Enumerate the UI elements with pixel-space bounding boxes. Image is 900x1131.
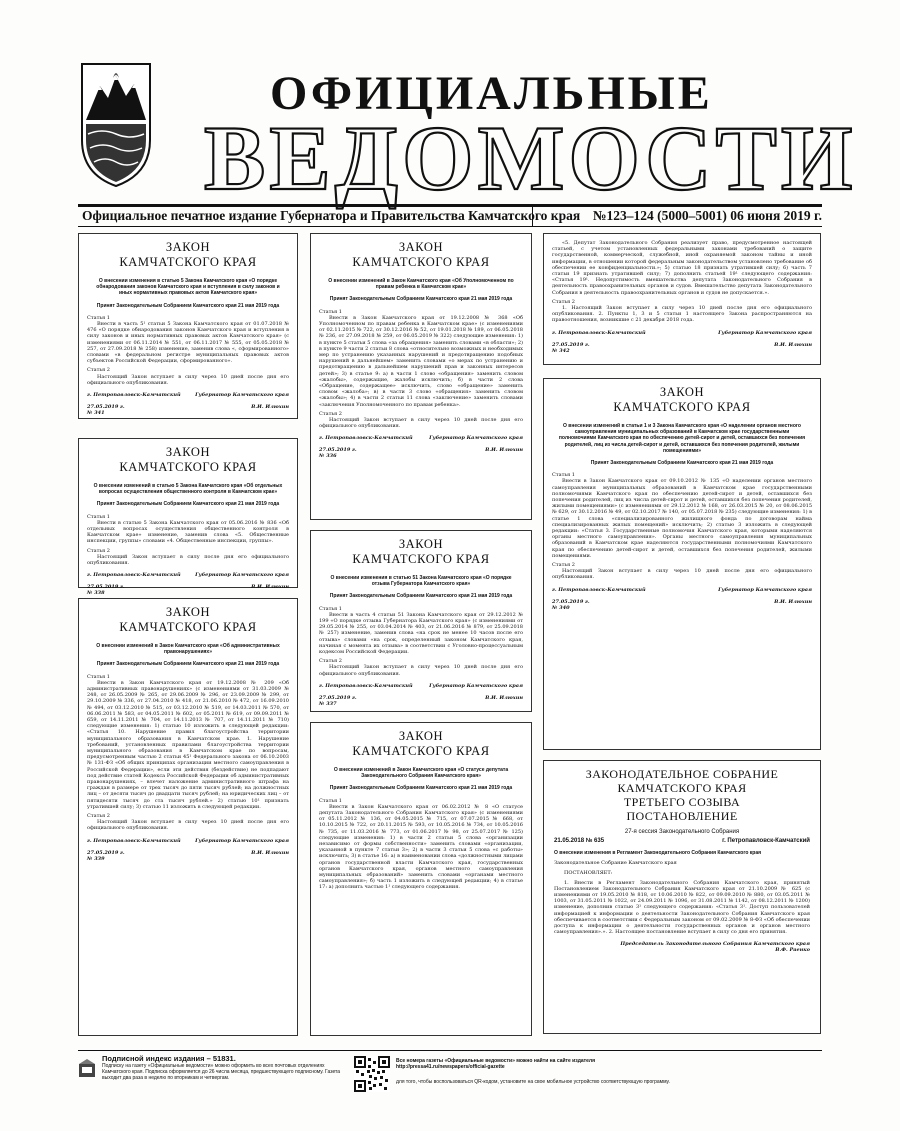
article-signature	[87, 392, 289, 398]
article-subheading: КАМЧАТСКОГО КРАЯ	[613, 400, 751, 414]
subscription-info	[78, 1056, 346, 1102]
article-body: Настоящий Закон вступает в силу через 10 дней после дня его официального опубликования.	[552, 568, 812, 581]
article-description: О внесении изменений в статьи 1 и 3 Закона Камчатского края «О наделении органов местного самоуправления муниципальных образований в Камчатском крае государственными полномочиями Камчатского края по обеспечению детей-сирот и детей, оставшихся без попечения родителей, лиц из числа детей-сирот и детей, оставшихся без попечения родителей, жилыми помещениями»	[558, 423, 806, 454]
article-body: Внести в часть 4 статьи 51 Закона Камчатского края от 29.12.2012 № 199 «О порядке отзыва Губернатора Камчатского края» (с изменениями от 29.05.2014 № 255, от 03.04.2014 № 403, от 21.06.2016 № 879, от 25.09.2018 № 257) изменение, заменив слова «на срок не менее 10 часов после его отзыва» словами «на срок, определенный законом Камчатского края, начиная с момента их отзыва» в соответствии с Уголовно-процессуальным кодексом Российской Федерации.	[319, 611, 523, 656]
article-subheading: КАМЧАТСКОГО КРАЯ	[352, 744, 490, 758]
article-heading: ЗАКОН	[165, 445, 211, 459]
law-number: № 338	[87, 590, 105, 597]
article-subheading: КАМЧАТСКОГО КРАЯ	[352, 552, 490, 566]
signature-date: 27.05.2019 г.	[87, 584, 125, 591]
signer-title: Губернатор Камчатского края	[195, 837, 289, 844]
signature-date: 27.05.2019 г.	[319, 447, 357, 454]
assembly-signer-name: В.Ф. Раенко	[775, 947, 810, 954]
issue-number-date: №123–124 (5000–5001) 06 июня 2019 г.	[592, 208, 822, 223]
article-law-341	[78, 233, 298, 419]
article-section-label: Статья 2	[319, 658, 342, 665]
assembly-meta	[554, 838, 810, 844]
article-heading: ЗАКОН	[659, 385, 705, 399]
assembly-resolves: ПОСТАНОВЛЯЕТ:	[564, 870, 613, 877]
article-section-label: Статья 1	[319, 605, 342, 612]
masthead-title-line2: ВЕДОМОСТИ	[204, 107, 857, 209]
qr-code-hint: для того, чтобы воспользоваться QR-кодом, установите на свое мобильное устройство соответствующую программу.	[396, 1079, 670, 1085]
article-section-label: Статья 2	[87, 367, 110, 374]
signer-title: Губернатор Камчатского края	[718, 329, 812, 336]
article-description: О внесении изменения в статью 51 Закона Камчатского края «О порядке отзыва Губернатора Камчатского края»	[330, 575, 512, 588]
article-section-label: Статья 1	[319, 308, 342, 315]
article-heading: ЗАКОН	[398, 537, 444, 551]
article-body: Настоящий Закон вступает в силу через 10 дней после дня его официального опубликования.	[319, 417, 523, 430]
article-adopted: Принят Законодательным Собранием Камчатского края 21 мая 2019 года	[96, 501, 280, 508]
article-law-339	[78, 598, 298, 1036]
assembly-title: ЗАКОНОДАТЕЛЬНОЕ СОБРАНИЕ	[585, 767, 779, 781]
signature-place: г. Петропавловск-Камчатский	[552, 586, 646, 593]
article-body: Внести в часть 5¹ статьи 5 Закона Камчатского края от 01.07.2018 № 476 «О порядке обнародования законов Камчатского края и вступления в силу законов и иных нормативных правовых актов Камчатского края» (с изменениями от 06.11.2014 № 551, от 06.11.2017 № 555, от 05.05.2018 № 257, от 27.09.2018 № 258) изменение, заменив слова «, сформированного» словами «в федеральном регистре муниципальных правовых актов субъектов Российской Федерации, сформированного».	[87, 321, 289, 365]
subscription-index: Подписной индекс издания – 51831.	[102, 1054, 236, 1063]
signature-place: г. Петропавловск-Камчатский	[319, 435, 413, 442]
continuation-body: 1. Настоящий Закон вступает в силу через 10 дней после дня его официального опубликования. 2. Пункты 1, 3 и 5 статьи 1 настоящего Закона распространяются на правоотношения, возникшие с 21 декабря 2018 года.	[552, 305, 812, 324]
article-description: О внесении изменения в статью 5 Закона Камчатского края «О порядке обнародования законов Камчатского края и вступления в силу законов и иных нормативных правовых актов Камчатского края»	[96, 278, 280, 297]
article-heading: ЗАКОН	[165, 240, 211, 254]
law-number: № 336	[319, 453, 337, 460]
assembly-resolution	[543, 760, 821, 1034]
subscription-icon	[78, 1058, 96, 1078]
signer-name: В.И. Илюхин	[485, 694, 523, 701]
article-description: О внесении изменений в Закон Камчатского края «Об Уполномоченном по правам ребенка в Камчатском крае»	[328, 278, 514, 291]
article-adopted: Принят Законодательным Собранием Камчатского края 21 мая 2019 года	[96, 302, 280, 309]
masthead-title-line1: ОФИЦИАЛЬНЫЕ	[270, 67, 713, 120]
continuation-body: «5. Депутат Законодательного Собрания реализует право, предусмотренное настоящей статьей, с учетом установленных федеральными законами требований о защите государственной, коммерческой, служебной, иной охраняемой законом тайны и иной информации, в отношении которой федеральным законодательством установлено требование об обеспечении ее конфиденциальности.»; 5) статью 18 признать утратившей силу; 6) часть 7 статьи 19 признать утратившей силу; 7) дополнить статьей 19¹ следующего содержания: «Статья 19¹. Недопустимость вмешательства депутата Законодательного Собрания в деятельность правоохранительных органов и судов. Вмешательство депутата Законодательного Собрания в деятельность правоохранительных органов и судов не допускается.».	[552, 240, 812, 296]
article-section-label: Статья 2	[87, 813, 110, 820]
signature-place: г. Петропавловск-Камчатский	[87, 572, 181, 579]
article-adopted: Принят Законодательным Собранием Камчатского края 21 мая 2019 года	[329, 785, 513, 792]
article-adopted: Принят Законодательным Собранием Камчатского края 21 мая 2019 года	[329, 593, 513, 600]
article-body: Настоящий Закон вступает в силу через 10 дней после дня его официального опубликования.	[319, 664, 523, 677]
signer-title: Губернатор Камчатского края	[429, 435, 523, 442]
assembly-body: 1. Внести в Регламент Законодательного Собрания Камчатского края, принятый Постановлением Законодательного Собрания Камчатского края от 21.10.2009 № 625 (с изменениями от 19.05.2010 № 818, от 10.06.2010 № 822, от 09.09.2010 № 880, от 03.05.2011 № 1003, от 31.05.2011 № 1022, от 24.09.2011 № 1096, от 31.08.2011 № 1142, от 08.12.2011 № 1200) изменение, дополнив статью 3¹ следующего содержания: «Статья 3¹. Доступ пользователей информацией к информации о деятельности Законодательного Собрания Камчатского края обеспечивается в соответствии с Федеральным законом от 09.02.2009 № 8-ФЗ «Об обеспечении доступа к информации о деятельности государственных органов и органов местного самоуправления».». 2. Настоящее постановление вступает в силу со дня его принятия.	[554, 879, 810, 936]
assembly-description: О внесении изменения в Регламент Законодательного Собрания Камчатского края	[554, 850, 762, 856]
article-subheading: КАМЧАТСКОГО КРАЯ	[119, 620, 257, 634]
signer-name: В.И. Илюхин	[251, 849, 289, 856]
article-body: Внести в Закон Камчатского края от 06.02.2012 № 8 «О статусе депутата Законодательного Собрания Камчатского края» (с изменениями от 05.11.2012 № 136, от 04.05.2015 № 715, от 07.07.2015 № 668, от 10.10.2015 № 722, от 20.11.2015 № 593, от 10.05.2016 № 734, от 10.05.2016 № 735, от 11.03.2016 № 773, от 01.06.2017 № 98, от 25.07.2017 № 125) следующие изменения: 1) в части 2 статьи 5 слова «организации независимо от формы собственности» заменить словами «организации, указанной в пункте 7 статьи 3»; 2) в части 3 статьи 5 слова «с работы» исключить; 3) в статье 16: а) в наименовании слова «должностными лицами органов государственной власти Камчатского края, государственных органов Камчатского края, органов местного самоуправления муниципальных образований» заменить словами «органами местного самоуправления»; б) часть 1 изложить в следующей редакции; 4) в статье 17: а) дополнить частью 1¹ следующего содержания.	[319, 803, 523, 891]
signature-place: г. Петропавловск-Камчатский	[552, 329, 646, 336]
article-description: О внесении изменений в Закон Камчатского края «О статусе депутата Законодательного Собрания Камчатского края»	[333, 767, 509, 780]
assembly-convocation: ТРЕТЬЕГО СОЗЫВА	[623, 795, 741, 809]
article-description: О внесении изменений в статью 5 Закона Камчатского края «Об отдельных вопросах осуществления общественного контроля в Камчатском крае»	[93, 483, 283, 496]
article-section-label: Статья 2	[87, 547, 110, 554]
subtitle-divider	[532, 207, 533, 226]
assembly-place: г. Петропавловск-Камчатский	[722, 838, 810, 844]
article-signature	[87, 572, 289, 578]
law-number: № 339	[87, 855, 105, 862]
article-section-label: Статья 1	[87, 314, 110, 321]
article-section-label: Статья 1	[319, 797, 342, 804]
article-signature	[552, 587, 812, 593]
article-law-342	[310, 722, 532, 1036]
kamchatka-emblem-icon	[80, 62, 152, 188]
assembly-region: КАМЧАТСКОГО КРАЯ	[617, 781, 747, 795]
law-number: № 342	[552, 347, 570, 354]
article-body: Внести в Закон Камчатского края от 19.12.2008 № 209 «Об административных правонарушениях» (с изменениями от 31.03.2009 № 248, от 26.05.2009 № 265, от 29.06.2009 № 296, от 23.09.2009 № 299, от 29.10.2009 № 336, от 27.04.2010 № 418, от 21.06.2010 № 472, от 16.09.2010 № 494, от 03.12.2010 № 515, от 03.12.2010 № 519, от 14.03.2011 № 570, от 06.06.2011 № 583, от 04.05.2011 № 602, от 05.2011 № 619, от 09.09.2011 № 659, от 14.11.2011 № 704, от 14.11.2013 № 707, от 14.11.2011 № 710) следующие изменения: 1) статью 10 изложить в следующей редакции: «Статья 10. Нарушение правил благоустройства территории муниципального образования в Камчатском крае. 1. Нарушение требований, установленных правилами благоустройства территории муниципального образования в Камчатском крае по вопросам, предусмотренным частью 2 статьи 45¹ Федерального закона от 06.10.2003 № 131-ФЗ «Об общих принципах организации местного самоуправления в Российской Федерации», если эти действия (бездействие) не подпадают под действие статей Кодекса Российской Федерации об административных правонарушениях, – влечет наложение административного штрафа на граждан в размере от трех тысяч до пяти тысяч рублей; на должностных лиц – от десяти тысяч до двадцати тысяч рублей; на юридических лиц – от пятидесяти тысяч до ста тысяч рублей.» 2) статью 10¹ признать утратившей силу; 3) статью 11 изложить в следующей редакции.	[87, 679, 289, 810]
signature-date: 27.05.2019 г.	[552, 598, 590, 605]
article-continuation	[543, 233, 821, 365]
article-heading: ЗАКОН	[398, 729, 444, 743]
article-law-336	[310, 233, 532, 520]
article-adopted: Принят Законодательным Собранием Камчатского края 21 мая 2019 года	[329, 296, 513, 303]
masthead-subtitle-bar	[78, 207, 822, 226]
signer-name: В.И. Илюхин	[774, 341, 812, 348]
article-body: Внести в Закон Камчатского края от 09.10.2012 № 135 «О наделении органов местного самоуправления муниципальных образований в Камчатском крае государственными полномочиями Камчатского края по обеспечению детей-сирот и детей, оставшихся без попечения родителей, лиц из числа детей-сирот и детей, оставшихся без попечения родителей, жилыми помещениями» (с изменениями от 29.12.2012 № 168, от 26.03.2015 № 20, от 08.06.2015 № 629, от 30.12.2016 № 49, от 02.10.2017 № 140, от 05.07.2018 № 235) следующие изменения: 1) в статье 1 слова «специализированного жилищного фонда по договорам найма специализированных жилых помещений» исключить; 2) статью 3 изложить в следующей редакции: «Статья 3. Государственные полномочия Камчатского края, которыми наделяются органы местного самоуправления». Органы местного самоуправления муниципальных образований в Камчатском крае наделяются государственными полномочиями Камчатского края по обеспечению детей-сирот и детей, оставшихся без попечения родителей, жилыми помещениями.	[552, 478, 812, 559]
signature-date: 27.05.2019 г.	[87, 849, 125, 856]
assembly-date-number: 21.05.2018 № 635	[554, 838, 605, 844]
article-subheading: КАМЧАТСКОГО КРАЯ	[119, 460, 257, 474]
article-subheading: КАМЧАТСКОГО КРАЯ	[352, 255, 490, 269]
article-body: Внести в Закон Камчатского края от 19.12.2008 № 368 «Об Уполномоченном по правам ребенка в Камчатском крае» (с изменениями от 02.11.2015 № 722, от 30.12.2016 № 52, от 19.01.2018 № 189, от 06.05.2018 № 236, от 27.09.2018 № 259, от 06.05.2019 № 322) следующие изменения: 1) в пункте 5 статьи 5 слова «за обращения» заменить словами «в области»; 2) в пункте 9 части 2 статьи 8 слова «относительно возможных и необходимых мер по устранению указанных нарушений и предотвращению подобных нарушений в дальнейшем» заменить словами «о мерах по устранению и предотвращению в дальнейшем нарушений прав и законных интересов детей»; 3) в статье 9: а) в части 1 слово «обращения» заменить словом «жалобы», содержащие, жалобы исключить; б) в части 2 слова «Обращение, содержащее» исключить, слово «обращение» заменить словом «жалоба»; в) в части 3 слово «обращения» заменить словом «жалобы»; 4) в части 2 статьи 11 слова «заключение» заменить словами «заключения Уполномоченного по правам ребенка».	[319, 314, 523, 408]
article-signature	[319, 683, 523, 689]
article-adopted: Принят Законодательным Собранием Камчатского края 21 мая 2019 года	[96, 661, 280, 668]
article-section-label: Статья 1	[552, 472, 575, 479]
article-signature	[87, 838, 289, 844]
subscription-text: Подписку на газету «Официальные ведомости» можно оформить во всех почтовых отделениях Камчатского края. Подписка оформляется до 26 числа месяца, предшествующего подписному. Газета выходит два раза в неделю по вторникам и четвергам.	[102, 1063, 341, 1081]
publication-subtitle: Официальное печатное издание Губернатора и Правительства Камчатского края	[82, 208, 581, 223]
article-adopted: Принят Законодательным Собранием Камчатского края 21 мая 2019 года	[590, 460, 774, 467]
article-section-label: Статья 2	[552, 562, 575, 569]
law-number: № 340	[552, 604, 570, 611]
signature-place: г. Петропавловск-Камчатский	[319, 682, 413, 689]
article-law-338	[78, 438, 298, 597]
signature-date: 27.05.2019 г.	[319, 694, 357, 701]
law-number: № 337	[319, 700, 337, 707]
signer-title: Губернатор Камчатского края	[429, 682, 523, 689]
article-law-337	[310, 530, 532, 712]
signer-title: Губернатор Камчатского края	[718, 586, 812, 593]
signer-title: Губернатор Камчатского края	[195, 392, 289, 399]
signature-place: г. Петропавловск-Камчатский	[87, 837, 181, 844]
article-law-340	[543, 378, 821, 750]
article-description: О внесении изменений в Закон Камчатского края «Об административных правонарушениях»	[96, 643, 280, 656]
article-body: Настоящий Закон вступает в силу после дня его официального опубликования.	[87, 553, 289, 567]
masthead-bottom-rule	[78, 226, 822, 227]
article-section-label: Статья 1	[87, 673, 110, 680]
article-subheading: КАМЧАТСКОГО КРАЯ	[119, 255, 257, 269]
signer-name: В.И. Илюхин	[251, 404, 289, 411]
article-signature	[552, 330, 812, 336]
signature-date: 27.05.2019 г.	[552, 341, 590, 348]
qr-code-icon	[354, 1056, 390, 1092]
law-number: № 341	[87, 410, 105, 417]
assembly-document-type: ПОСТАНОВЛЕНИЕ	[626, 809, 738, 823]
footer-rule	[78, 1050, 822, 1051]
article-body: Настоящий Закон вступает в силу через 10 дней после дня его официального опубликования.	[87, 373, 289, 386]
signer-name: В.И. Илюхин	[251, 584, 289, 591]
assembly-session: 27-я сессия Законодательного Собрания	[624, 829, 740, 835]
website-title: Все номера газеты «Официальные ведомости» можно найти на сайте издателя	[396, 1058, 595, 1064]
assembly-signer-title: Председатель Законодательного Собрания Камчатского края	[620, 941, 810, 948]
article-heading: ЗАКОН	[165, 605, 211, 619]
signature-date: 27.05.2019 г.	[87, 404, 125, 411]
article-section-label: Статья 2	[319, 410, 342, 417]
article-signature	[319, 435, 523, 441]
article-body: Внести в статью 5 Закона Камчатского края от 05.06.2016 № 836 «Об отдельных вопросах осуществления общественного контроля в Камчатском крае» изменение, заменив слова «5. Общественные инспекции, группы» словами «4. Общественные инспекции, группы».	[87, 519, 289, 545]
article-heading: ЗАКОН	[398, 240, 444, 254]
signature-place: г. Петропавловск-Камчатский	[87, 392, 181, 399]
signer-name: В.И. Илюхин	[485, 447, 523, 454]
article-section-label: Статья 1	[87, 513, 110, 520]
signer-title: Губернатор Камчатского края	[195, 572, 289, 579]
assembly-preamble: Законодательное Собрание Камчатского края	[554, 860, 677, 867]
article-section-label: Статья 2	[552, 298, 575, 305]
website-info	[396, 1058, 826, 1085]
signer-name: В.И. Илюхин	[774, 598, 812, 605]
article-body: Настоящий Закон вступает в силу через 10 дней после дня его официального опубликования.	[87, 819, 289, 832]
website-url[interactable]: http://pressa41.ru/newspapers/official-gazette	[396, 1064, 505, 1070]
